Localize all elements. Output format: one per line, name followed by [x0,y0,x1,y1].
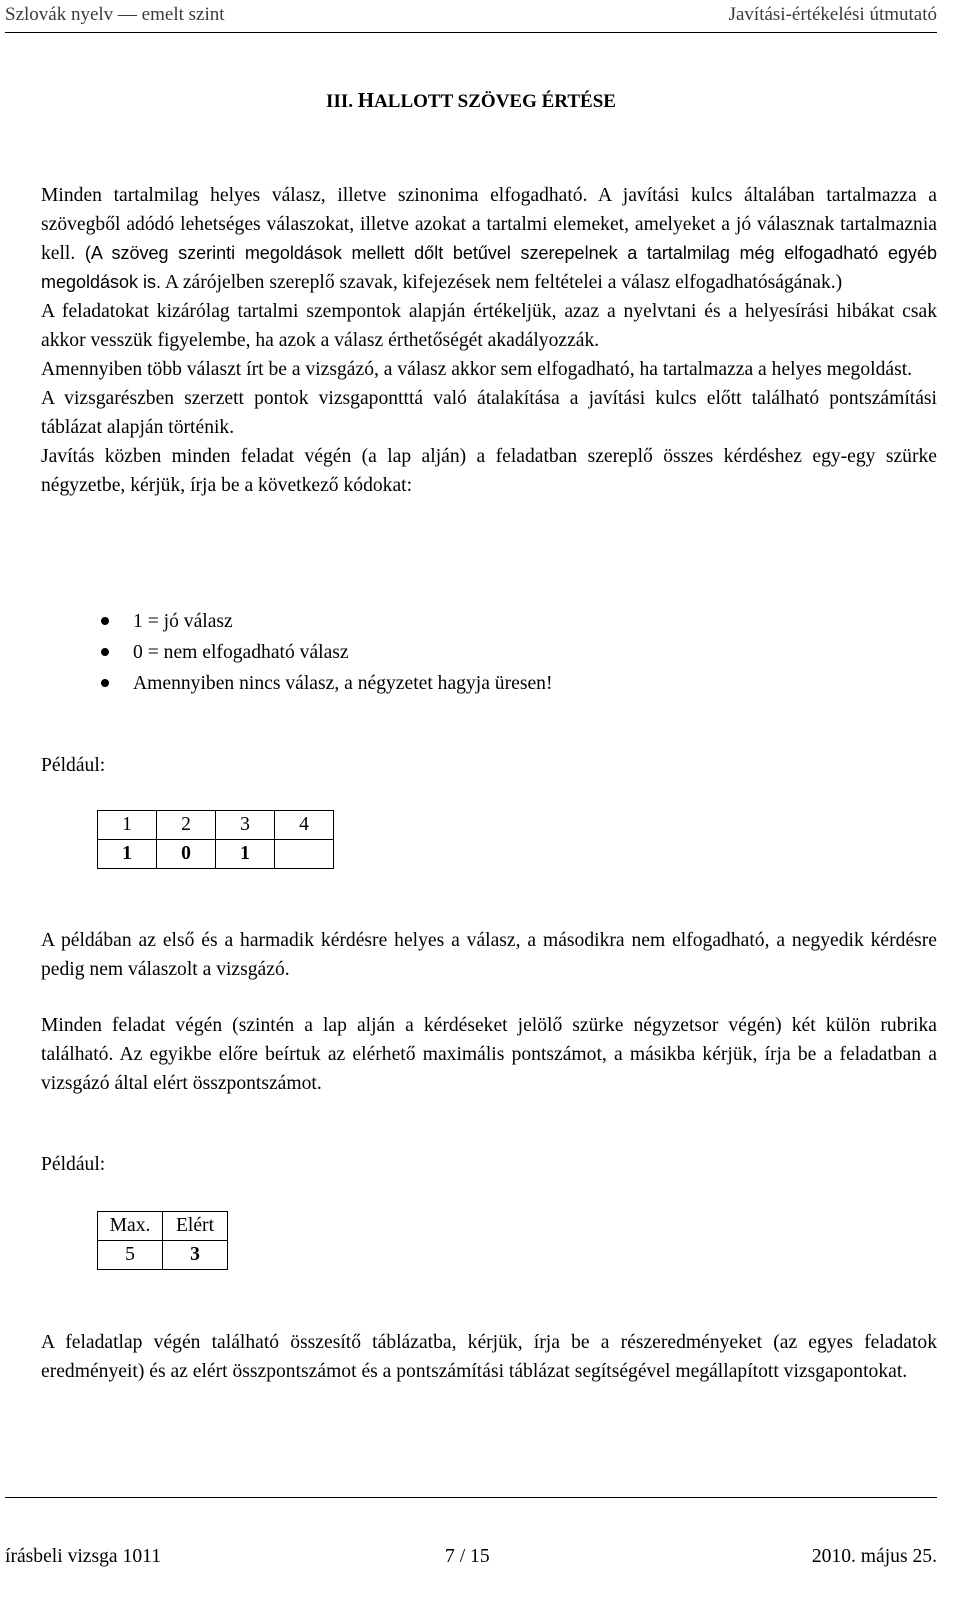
table-cell: 2 [157,811,216,840]
example-label: Például: [41,755,106,776]
instruction-paragraph: Minden feladat végén (szintén a lap alján a kérdéseket jelölő szürke négyzetsor végén) két külön rubrika található. Az egyikbe előre beírtuk az elérhető maximális pontszámot, a másikba kérjük, írja be a feladatban a vizsgázó által elért összpontszámot. [41,1015,937,1094]
section-title-rest: ALLOTT SZÖVEG ÉRTÉSE [374,91,616,112]
table-row [98,1212,228,1241]
table-cell: 3 [163,1241,228,1270]
document-page [5,0,937,1601]
table-row [98,811,334,840]
code-list [101,606,552,699]
section-number: III. [326,91,358,112]
instruction-paragraph: Amennyiben több választ írt be a vizsgázó, a válasz akkor sem elfogadható, ha tartalmazza a helyes megoldást. [41,359,913,380]
header-subject: Szlovák nyelv — emelt szint [5,4,225,25]
table-cell: 4 [275,811,334,840]
instruction-paragraph: A vizsgarészben szerzett pontok vizsgapontttá való átalakítása a javítási kulcs előtt található pontszámítási táblázat alapján történik. [41,388,937,438]
table-cell [275,840,334,869]
instruction-text-italic-note: (A szöveg szerinti megoldások mellett dőlt betűvel szerepelnek a tartalmilag még elfogadható egyéb megoldások is. [41,243,937,292]
header-guide-title: Javítási-értékelési útmutató [728,4,937,25]
list-item: Amennyiben nincs válasz, a négyzetet hagyja üresen! [101,668,552,699]
example-score-grid [97,810,334,869]
example-points-grid [97,1211,228,1270]
table-cell: 0 [157,840,216,869]
footer-exam-code: írásbeli vizsga 1011 [5,1546,161,1567]
instruction-paragraph [41,181,937,297]
footer-date: 2010. május 25. [811,1546,937,1567]
instruction-paragraph: A feladatlap végén található összesítő táblázatba, kérjük, írja be a részeredményeket (az egyes feladatok eredményeit) és az elért összpontszámot és a pontszámítási táblázat segítségével megállapított vizsgapontokat. [41,1332,937,1382]
table-cell: 1 [216,840,275,869]
page-footer [5,1497,937,1567]
section-title [5,88,937,113]
instruction-text: A zárójelben szereplő szavak, kifejezések nem feltételei a válasz elfogadhatóságának.) [164,272,843,293]
instruction-text: Minden tartalmilag helyes válasz, illetve szinonima elfogadható. A javítási kulcs általában tartalmazza a szövegből adódó lehetséges válaszokat, illetve azokat a tartalmi elemeket, amelyeket a jó válasznak tartalmaznia kell. [41,185,937,264]
table-cell: Elért [163,1212,228,1241]
table-cell: Max. [98,1212,163,1241]
page-header [5,0,937,33]
list-item: 1 = jó válasz [101,606,552,637]
section-title-initial: H [357,88,375,112]
table-cell: 1 [98,811,157,840]
example-label: Például: [41,1154,106,1175]
table-cell: 3 [216,811,275,840]
page-number: 7 / 15 [445,1546,490,1567]
example-explanation: A példában az első és a harmadik kérdésre helyes a válasz, a másodikra nem elfogadható, a negyedik kérdésre pedig nem válaszolt a vizsgázó. [41,930,937,980]
table-cell: 1 [98,840,157,869]
table-cell: 5 [98,1241,163,1270]
instruction-paragraph: Javítás közben minden feladat végén (a lap alján) a feladatban szereplő összes kérdéshez egy-egy szürke négyzetbe, kérjük, írja be a következő kódokat: [41,446,937,496]
table-row [98,840,334,869]
table-row [98,1241,228,1270]
instruction-paragraph: A feladatokat kizárólag tartalmi szempontok alapján értékeljük, azaz a nyelvtani és a helyesírási hibákat csak akkor vesszük figyelembe, ha azok a válasz érthetőségét akadályozzák. [41,301,937,351]
instructions-block [41,181,937,500]
list-item: 0 = nem elfogadható válasz [101,637,552,668]
